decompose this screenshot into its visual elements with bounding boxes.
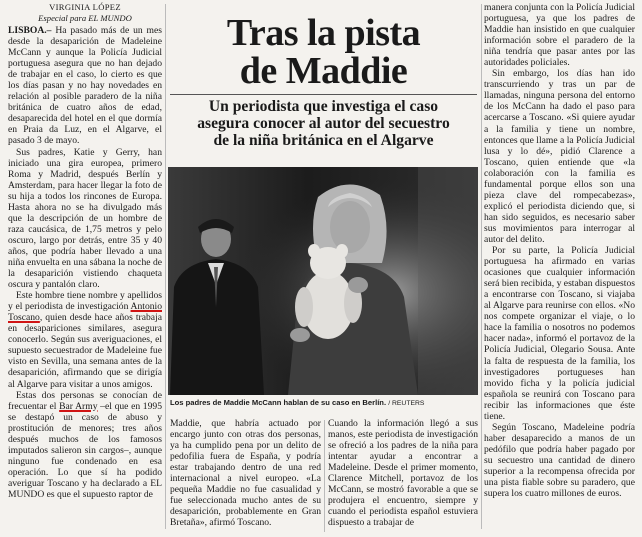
paragraph-text: Ha pasado más de un mes desde la desaparición de Madeleine McCann y aunque la Policía Judicial portuguesa asegura que no han dejado de trabajar en el caso, lo cierto es que los días pasan y no hay novedades en relación al posible paradero de la niña británica de cuatro años de edad, desaparecida del hotel en el que dormía en Praia da Luz, en el Algarve, el pasado 3 de mayo.: [8, 25, 162, 147]
subheadline-line: de la niña británica en el Algarve: [213, 132, 434, 150]
subheadline-line: Un periodista que investiga el caso: [208, 98, 439, 115]
paragraph: Maddie, que habría actuado por encargo junto con otras dos personas, ya ha cumplido pena por un delito de pedofilia fuera de España, y podría estar trabajando dentro de una red internacional a nivel europeo. «La pequeña Maddie no fue casualidad y fue seleccionada mucho antes de su desaparición, probablemente en Gran Bretaña», afirmó Toscano.: [170, 418, 321, 529]
article-column-left: [8, 2, 162, 500]
paragraph: Según Toscano, Madeleine podría haber desaparecido a manos de un pedófilo que podría haber pagado por su secuestro una cantidad de dinero superior a la recompensa ofrecida por una pista fiable sobre su paradero, que supera los cuatro millones de euros.: [484, 421, 635, 500]
subheadline: [170, 98, 477, 150]
news-photo: [168, 167, 478, 395]
article-column-middle-1: [170, 418, 321, 528]
paragraph: Cuando la información llegó a sus manos, este periodista de investigación se ofreció a los padres de la niña para intentar ayudar a encontrar a Madeleine. Desde el primer momento, Clarence Mitchell, portavoz de los McCann, se mostró favorable a que se produjera el encuentro, siempre y cuando el periodista español estuviera dispuesto a trabajar de: [328, 418, 478, 529]
paragraph-text: Estas dos personas se conocían de frecuentar el: [8, 389, 162, 412]
paragraph-text: Este hombre tiene nombre y apellidos y el periodista de investigación: [8, 290, 162, 313]
highlighted-name-toscano: Antonio Toscano: [8, 301, 162, 324]
column-divider: [165, 4, 166, 529]
photo-caption: [170, 398, 480, 408]
subheadline-line: asegura conocer al autor del secuestro: [197, 115, 450, 133]
photo-credit: / REUTERS: [388, 400, 425, 407]
byline-author: VIRGINIA LÓPEZ: [49, 2, 121, 12]
headline: [170, 14, 477, 90]
headline-line: de Maddie: [239, 50, 408, 92]
byline-role: Especial para EL MUNDO: [38, 12, 132, 23]
paragraph: Sin embargo, los días han ido transcurriendo y tras un par de llamadas, ninguna persona del entorno de los McCann ha dado el paso para acercarse a Toscano. «Si quiere ayudar a la familia y tiene un nombre, entonces que llame a la Policía Judicial lusa y lo dé», pidió Clarence a Toscano, quien entiende que «la colaboración con la familia es fundamental porque ellos son una pieza clave del rompecabezas», explicó el periodista diciendo que, si han sido seguidos, es necesario saber sus movimientos para interrogar al autor del delito.: [484, 68, 635, 245]
paragraph: Sus padres, Katie y Gerry, han iniciado una gira europea, primero Roma y Madrid, después Berlín y Amsterdam, para hacer llegar la foto de su hija a todos los rincones de Europa. Hasta ahora no se ha divulgado más que la descripción de un hombre de raza caucásica, de 1,75 metros y pelo oscuro, largo por detrás, entre 35 y 40 años, que podría haber llevado a una niña envuelta en una sábana la noche de la desaparición vistiendo chaqueta oscura y pantalón claro.: [8, 146, 162, 291]
article-column-right: [484, 2, 635, 499]
paragraph-text: –el que en 1995 se destapó un caso de abuso y prostitución de menores; tres años después muchos de los famosos imputados salieron sin cargos–, aunque ninguno fue condenado en esa operación. Lo que sí ha podido averiguar Toscano y ha declarado a EL MUNDO es que el supuesto raptor de: [8, 400, 162, 500]
paragraph: [8, 25, 162, 147]
article-column-middle-2: [328, 418, 478, 528]
paragraph: Por su parte, la Policía Judicial portuguesa ha afirmado en varias ocasiones que cualquier información será bien recibida, y estaban dispuestos a encontrarse con Toscano, si viajaba al Algarve para reunirse con ellos. «No nos compete organizar el viaje, o lo hace la familia o nosotros no podemos hacer nada», informó el portavoz de la Policía Judicial, Olegario Sousa. Ante la falta de respuesta de la familia, los investigadores portugueses han movido ficha y la policía judicial española se reunirá con Toscano para recibir las informaciones que éste tiene.: [484, 245, 635, 422]
paragraph-text: , quien desde hace años trabaja en desapariciones similares, asegura conocerlo. Según sus averiguaciones, el supuesto secuestrador de Madeleine fue visto en Sevilla, una semana antes de la desaparición, afirmando que se dirigía al Algarve para visitar a unos amigos.: [8, 312, 162, 390]
headline-line: Tras la pista: [226, 12, 421, 54]
dateline: LISBOA.–: [8, 25, 52, 36]
headline-rule: [170, 94, 477, 95]
highlighted-name-bar-army: Bar Army: [59, 400, 98, 412]
paragraph: [8, 290, 162, 389]
photo-illustration: [168, 167, 478, 395]
paragraph: manera conjunta con la Policía Judicial portuguesa, ya que los padres de Maddie han insistido en que cualquier información sobre el paradero de la niña tendría que pasar antes por las autoridades policiales.: [484, 2, 635, 69]
caption-text: Los padres de Maddie McCann hablan de su caso en Berlín.: [170, 398, 387, 407]
column-divider: [324, 420, 325, 532]
byline: [8, 2, 162, 23]
column-divider: [481, 4, 482, 529]
paragraph: [8, 390, 162, 500]
